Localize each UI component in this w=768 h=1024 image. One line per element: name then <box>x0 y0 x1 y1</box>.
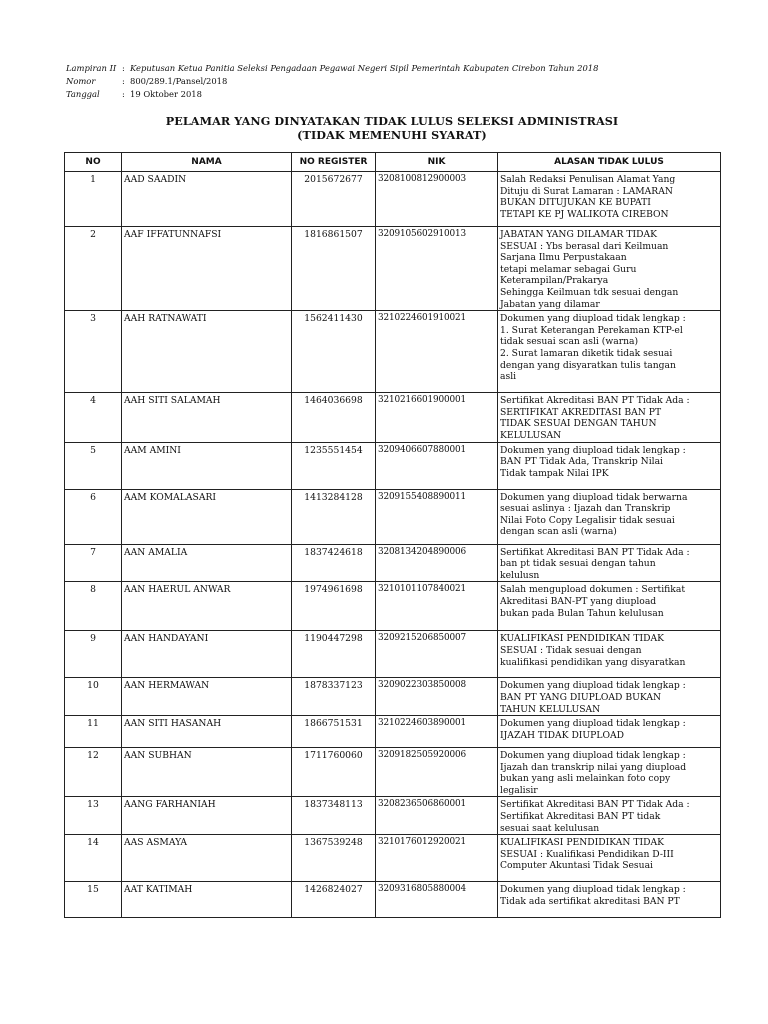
cell-alasan <box>498 797 721 835</box>
cell-alasan <box>498 489 721 544</box>
alasan-line: Sertifikat Akreditasi BAN PT tidak <box>500 811 661 823</box>
cell-no: 15 <box>65 882 122 918</box>
cell-nik: 3209215206850007 <box>376 631 498 678</box>
alasan-line: Tidak tampak Nilai IPK <box>500 467 609 479</box>
alasan-line: Dituju di Surat Lamaran : LAMARAN <box>500 185 673 197</box>
table-row <box>65 393 721 442</box>
alasan-line: dengan scan asli (warna) <box>500 526 617 538</box>
table-row <box>65 882 721 918</box>
alasan-line: Nilai Foto Copy Legalisir tidak sesuai <box>500 514 675 526</box>
alasan-line: SESUAI : Ybs berasal dari Keilmuan <box>500 240 669 252</box>
alasan-line: ban pt tidak sesuai dengan tahun <box>500 558 656 570</box>
table-row <box>65 442 721 489</box>
header-no: NO <box>65 153 122 172</box>
table-header-row <box>65 153 721 172</box>
alasan-line: Tidak ada sertifikat akreditasi BAN PT <box>500 895 680 907</box>
cell-alasan <box>498 835 721 882</box>
cell-no: 5 <box>65 442 122 489</box>
cell-nama: AAF IFFATUNNAFSI <box>122 227 292 311</box>
cell-no-register: 1837348113 <box>292 797 376 835</box>
cell-nik: 3209406607880001 <box>376 442 498 489</box>
cell-nik: 3210101107840021 <box>376 582 498 631</box>
cell-no: 10 <box>65 678 122 716</box>
cell-alasan <box>498 678 721 716</box>
alasan-line: Keterampilan/Prakarya <box>500 275 609 287</box>
table-row <box>65 582 721 631</box>
cell-no: 7 <box>65 544 122 582</box>
header-nama: NAMA <box>122 153 292 172</box>
alasan-line: Sertifikat Akreditasi BAN PT Tidak Ada : <box>500 799 690 811</box>
cell-no-register: 1866751531 <box>292 716 376 748</box>
table-row <box>65 835 721 882</box>
alasan-line: BAN PT YANG DIUPLOAD BUKAN <box>500 691 661 703</box>
nomor-row <box>66 75 598 88</box>
cell-nama: AAT KATIMAH <box>122 882 292 918</box>
table-row <box>65 489 721 544</box>
cell-nik: 3210176012920021 <box>376 835 498 882</box>
title-line-2: (TIDAK MEMENUHI SYARAT) <box>297 128 487 142</box>
alasan-line: Dokumen yang diupload tidak lengkap : <box>500 313 686 325</box>
cell-nama: AAN HAERUL ANWAR <box>122 582 292 631</box>
lampiran-label: Lampiran II <box>66 63 117 73</box>
cell-nik: 3209155408890011 <box>376 489 498 544</box>
alasan-line: 1. Surat Keterangan Perekaman KTP-el <box>500 324 683 336</box>
alasan-line: asli <box>500 371 517 383</box>
cell-nama: AAN HERMAWAN <box>122 678 292 716</box>
alasan-line: Jabatan yang dilamar <box>500 298 600 310</box>
cell-no: 13 <box>65 797 122 835</box>
cell-alasan <box>498 716 721 748</box>
cell-no-register: 1426824027 <box>292 882 376 918</box>
separator-colon: : <box>122 76 125 86</box>
title-line-1: PELAMAR YANG DINYATAKAN TIDAK LULUS SELEKSI ADMINISTRASI <box>165 114 619 128</box>
alasan-line: bukan pada Bulan Tahun kelulusan <box>500 607 664 619</box>
cell-alasan <box>498 544 721 582</box>
cell-no-register: 1464036698 <box>292 393 376 442</box>
header-alasan: ALASAN TIDAK LULUS <box>498 153 721 172</box>
cell-nik: 3210216601900001 <box>376 393 498 442</box>
alasan-line: 2. Surat lamaran diketik tidak sesuai <box>500 347 673 359</box>
cell-no-register: 1711760060 <box>292 748 376 797</box>
cell-nama: AAM AMINI <box>122 442 292 489</box>
alasan-line: Dokumen yang diupload tidak lengkap : <box>500 750 686 762</box>
alasan-line: TAHUN KELULUSAN <box>500 703 601 715</box>
tanggal-label: Tanggal <box>66 89 100 99</box>
table-row <box>65 716 721 748</box>
alasan-line: TIDAK SESUAI DENGAN TAHUN <box>500 418 657 430</box>
cell-no-register: 1367539248 <box>292 835 376 882</box>
alasan-line: bukan yang asli melainkan foto copy <box>500 773 671 785</box>
alasan-line: Computer Akuntasi Tidak Sesuai <box>500 860 653 872</box>
alasan-line: Salah Redaksi Penulisan Alamat Yang <box>500 174 676 185</box>
cell-alasan <box>498 227 721 311</box>
header-nik: NIK <box>376 153 498 172</box>
alasan-line: IJAZAH TIDAK DIUPLOAD <box>500 729 624 741</box>
alasan-line: Sertifikat Akreditasi BAN PT Tidak Ada : <box>500 395 690 407</box>
alasan-line: KELULUSAN <box>500 429 562 441</box>
alasan-line: kualifikasi pendidikan yang disyaratkan <box>500 656 686 668</box>
alasan-line: Dokumen yang diupload tidak lengkap : <box>500 444 686 456</box>
alasan-line: sesuai saat kelulusan <box>500 822 600 834</box>
cell-alasan <box>498 582 721 631</box>
alasan-line: TETAPI KE PJ WALIKOTA CIREBON <box>500 208 669 220</box>
lampiran-value: Keputusan Ketua Panitia Seleksi Pengadaan Pegawai Negeri Sipil Pemerintah Kabupaten Cirebon Tahun 2018 <box>130 63 599 73</box>
table-row <box>65 631 721 678</box>
lampiran-row <box>66 62 598 75</box>
table-row <box>65 797 721 835</box>
alasan-line: tidak sesuai scan asli (warna) <box>500 336 639 348</box>
cell-nama: AAN SITI HASANAH <box>122 716 292 748</box>
cell-alasan <box>498 748 721 797</box>
cell-no-register: 1816861507 <box>292 227 376 311</box>
alasan-line: kelulusn <box>500 569 540 581</box>
cell-no: 11 <box>65 716 122 748</box>
cell-nik: 3209182505920006 <box>376 748 498 797</box>
nomor-label: Nomor <box>66 76 96 86</box>
alasan-line: BAN PT Tidak Ada, Transkrip Nilai <box>500 456 663 468</box>
cell-no-register: 1974961698 <box>292 582 376 631</box>
cell-alasan <box>498 311 721 393</box>
alasan-line: Dokumen yang diupload tidak lengkap : <box>500 718 686 730</box>
tanggal-row <box>66 88 598 101</box>
cell-no: 6 <box>65 489 122 544</box>
cell-alasan <box>498 393 721 442</box>
header-no-register: NO REGISTER <box>292 153 376 172</box>
alasan-line: SESUAI : Kualifikasi Pendidikan D-III <box>500 848 674 860</box>
cell-nik: 3209316805880004 <box>376 882 498 918</box>
cell-nama: AAN HANDAYANI <box>122 631 292 678</box>
alasan-line: SERTIFIKAT AKREDITASI BAN PT <box>500 406 662 418</box>
document-header <box>66 62 598 101</box>
cell-no: 14 <box>65 835 122 882</box>
cell-nik: 3210224601910021 <box>376 311 498 393</box>
alasan-line: KUALIFIKASI PENDIDIKAN TIDAK <box>500 633 664 645</box>
cell-no: 3 <box>65 311 122 393</box>
table-row <box>65 678 721 716</box>
cell-alasan <box>498 172 721 227</box>
rejected-applicants-table <box>64 152 721 918</box>
cell-nik: 3208134204890006 <box>376 544 498 582</box>
cell-no: 8 <box>65 582 122 631</box>
cell-nik: 3208236506860001 <box>376 797 498 835</box>
cell-no: 1 <box>65 172 122 227</box>
alasan-line: BUKAN DITUJUKAN KE BUPATI <box>500 197 651 209</box>
cell-nama: AAS ASMAYA <box>122 835 292 882</box>
alasan-line: Ijazah dan transkrip nilai yang diupload <box>500 761 687 773</box>
alasan-line: Sehingga Keilmuan tdk sesuai dengan <box>500 286 679 298</box>
alasan-line: JABATAN YANG DILAMAR TIDAK <box>500 229 657 240</box>
table-row <box>65 748 721 797</box>
cell-nik: 3209105602910013 <box>376 227 498 311</box>
alasan-line: Sarjana Ilmu Perpustakaan <box>500 252 627 264</box>
alasan-line: tetapi melamar sebagai Guru <box>500 263 637 275</box>
cell-alasan <box>498 631 721 678</box>
table-row <box>65 311 721 393</box>
cell-nama: AAM KOMALASARI <box>122 489 292 544</box>
cell-nama: AAH RATNAWATI <box>122 311 292 393</box>
table-row <box>65 172 721 227</box>
separator-colon: : <box>122 89 125 99</box>
cell-no-register: 1235551454 <box>292 442 376 489</box>
alasan-line: legalisir <box>500 784 538 796</box>
cell-no: 4 <box>65 393 122 442</box>
cell-nik: 3209022303850008 <box>376 678 498 716</box>
cell-no-register: 1562411430 <box>292 311 376 393</box>
alasan-line: Sertifikat Akreditasi BAN PT Tidak Ada : <box>500 546 690 558</box>
cell-no-register: 1190447298 <box>292 631 376 678</box>
alasan-line: Salah mengupload dokumen : Sertifikat <box>500 584 686 596</box>
alasan-line: dengan yang disyaratkan tulis tangan <box>500 359 676 371</box>
cell-no-register: 1878337123 <box>292 678 376 716</box>
cell-nik: 3208100812900003 <box>376 172 498 227</box>
cell-alasan <box>498 882 721 918</box>
cell-no: 2 <box>65 227 122 311</box>
cell-alasan <box>498 442 721 489</box>
cell-no-register: 1413284128 <box>292 489 376 544</box>
cell-nama: AANG FARHANIAH <box>122 797 292 835</box>
tanggal-value: 19 Oktober 2018 <box>130 89 202 99</box>
alasan-line: Dokumen yang diupload tidak berwarna <box>500 491 688 503</box>
cell-nama: AAN AMALIA <box>122 544 292 582</box>
cell-no: 9 <box>65 631 122 678</box>
alasan-line: Dokumen yang diupload tidak lengkap : <box>500 680 686 692</box>
table-row <box>65 227 721 311</box>
table-body <box>65 172 721 918</box>
separator-colon: : <box>122 63 125 73</box>
cell-nik: 3210224603890001 <box>376 716 498 748</box>
alasan-line: KUALIFIKASI PENDIDIKAN TIDAK <box>500 837 664 849</box>
nomor-value: 800/289.1/Pansel/2018 <box>130 76 228 86</box>
cell-no-register: 2015672677 <box>292 172 376 227</box>
cell-no: 12 <box>65 748 122 797</box>
alasan-line: Dokumen yang diupload tidak lengkap : <box>500 884 686 896</box>
cell-no-register: 1837424618 <box>292 544 376 582</box>
cell-nama: AAD SAADIN <box>122 172 292 227</box>
cell-nama: AAH SITI SALAMAH <box>122 393 292 442</box>
document-title <box>64 114 720 142</box>
alasan-line: sesuai aslinya : Ijazah dan Transkrip <box>500 503 671 515</box>
table-row <box>65 544 721 582</box>
cell-nama: AAN SUBHAN <box>122 748 292 797</box>
alasan-line: Akreditasi BAN-PT yang diupload <box>500 595 657 607</box>
alasan-line: SESUAI : Tidak sesuai dengan <box>500 644 642 656</box>
